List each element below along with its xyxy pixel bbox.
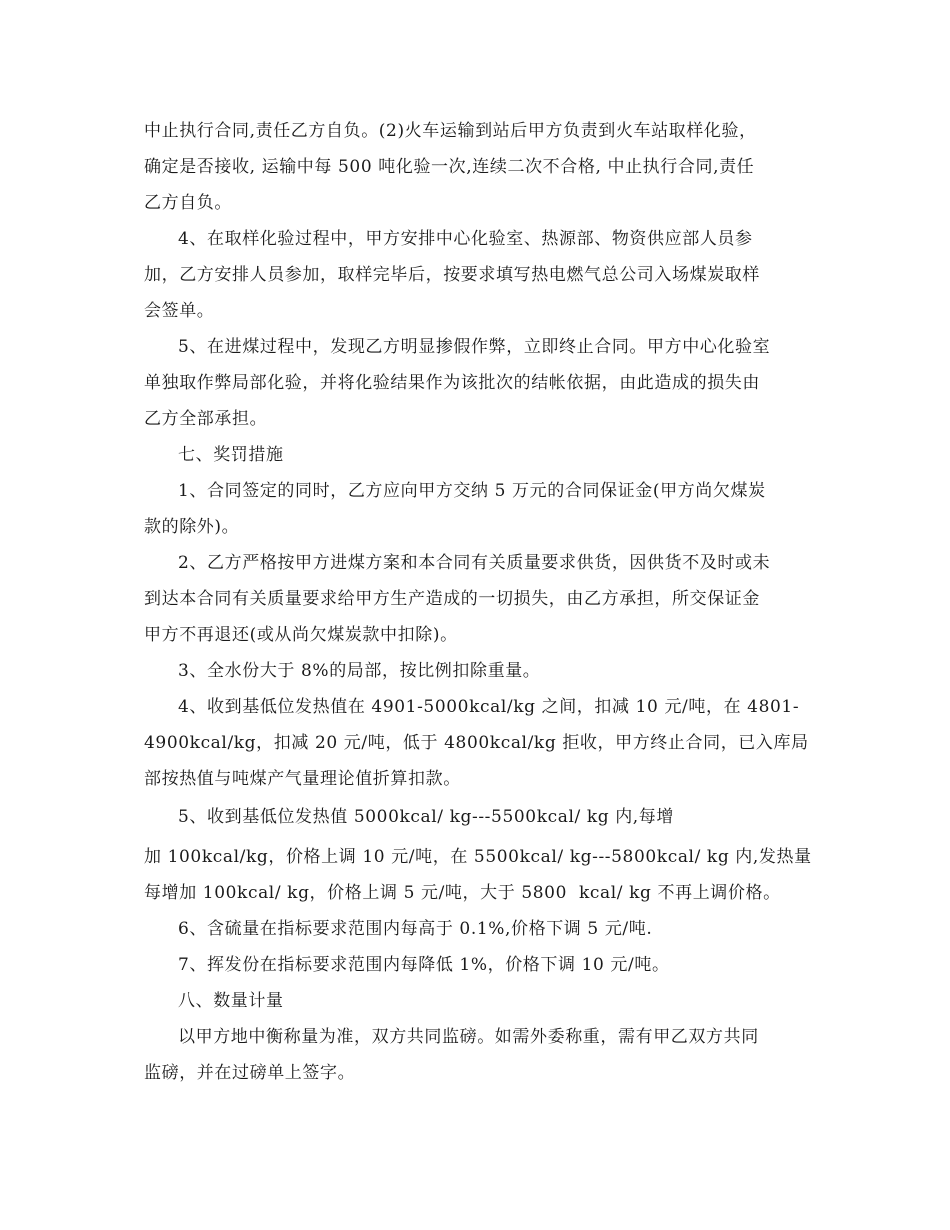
text-line: 部按热值与吨煤产气量理论值折算扣款。	[144, 769, 461, 789]
text-line: 1、合同签定的同时，乙方应向甲方交纳 5 万元的合同保证金(甲方尚欠煤炭	[178, 481, 766, 501]
text-line: 款的除外)。	[144, 517, 240, 537]
text-line: 4、在取样化验过程中，甲方安排中心化验室、热源部、物资供应部人员参	[178, 229, 753, 249]
text-line: 4900kcal/kg，扣减 20 元/吨，低于 4800kcal/kg 拒收，甲方终止合同，已入库局	[144, 733, 809, 753]
text-line: 中止执行合同,责任乙方自负。(2)火车运输到站后甲方负责到火车站取样化验，	[144, 121, 757, 141]
text-line: 6、含硫量在指标要求范围内每高于 0.1%,价格下调 5 元/吨.	[178, 919, 653, 939]
text-line: 乙方全部承担。	[144, 409, 268, 429]
text-line: 甲方不再退还(或从尚欠煤炭款中扣除)。	[144, 625, 458, 645]
text-line: 每增加 100kcal/ kg，价格上调 5 元/吨，大于 5800 kcal/ kg 不再上调价格。	[144, 883, 781, 903]
text-line: 5、收到基低位发热值 5000kcal/ kg---5500kcal/ kg 内,每增	[178, 807, 675, 827]
text-line: 单独取作弊局部化验，并将化验结果作为该批次的结帐依据，由此造成的损失由	[144, 373, 760, 393]
text-line: 3、全水份大于 8%的局部，按比例扣除重量。	[178, 661, 541, 681]
text-line: 加 100kcal/kg，价格上调 10 元/吨，在 5500kcal/ kg---5800kcal/ kg 内,发热量	[144, 847, 812, 867]
text-line: 7、挥发份在指标要求范围内每降低 1%，价格下调 10 元/吨。	[178, 955, 670, 975]
section-heading: 七、奖罚措施	[178, 445, 284, 465]
text-line: 会签单。	[144, 301, 215, 321]
text-line: 到达本合同有关质量要求给甲方生产造成的一切损失，由乙方承担，所交保证金	[144, 589, 760, 609]
text-line: 4、收到基低位发热值在 4901-5000kcal/kg 之间，扣减 10 元/吨，在 4801-	[178, 697, 800, 717]
text-line: 加，乙方安排人员参加，取样完毕后，按要求填写热电燃气总公司入场煤炭取样	[144, 265, 760, 285]
text-line: 监磅，并在过磅单上签字。	[144, 1063, 356, 1083]
text-line: 2、乙方严格按甲方进煤方案和本合同有关质量要求供货，因供货不及时或未	[178, 553, 771, 573]
text-line: 确定是否接收, 运输中每 500 吨化验一次,连续二次不合格, 中止执行合同,责任	[144, 157, 755, 177]
section-heading: 八、数量计量	[178, 991, 284, 1011]
text-line: 乙方自负。	[144, 193, 232, 213]
text-line: 5、在进煤过程中，发现乙方明显掺假作弊，立即终止合同。甲方中心化验室	[178, 337, 771, 357]
text-line: 以甲方地中衡称量为准，双方共同监磅。如需外委称重，需有甲乙双方共同	[178, 1027, 759, 1047]
